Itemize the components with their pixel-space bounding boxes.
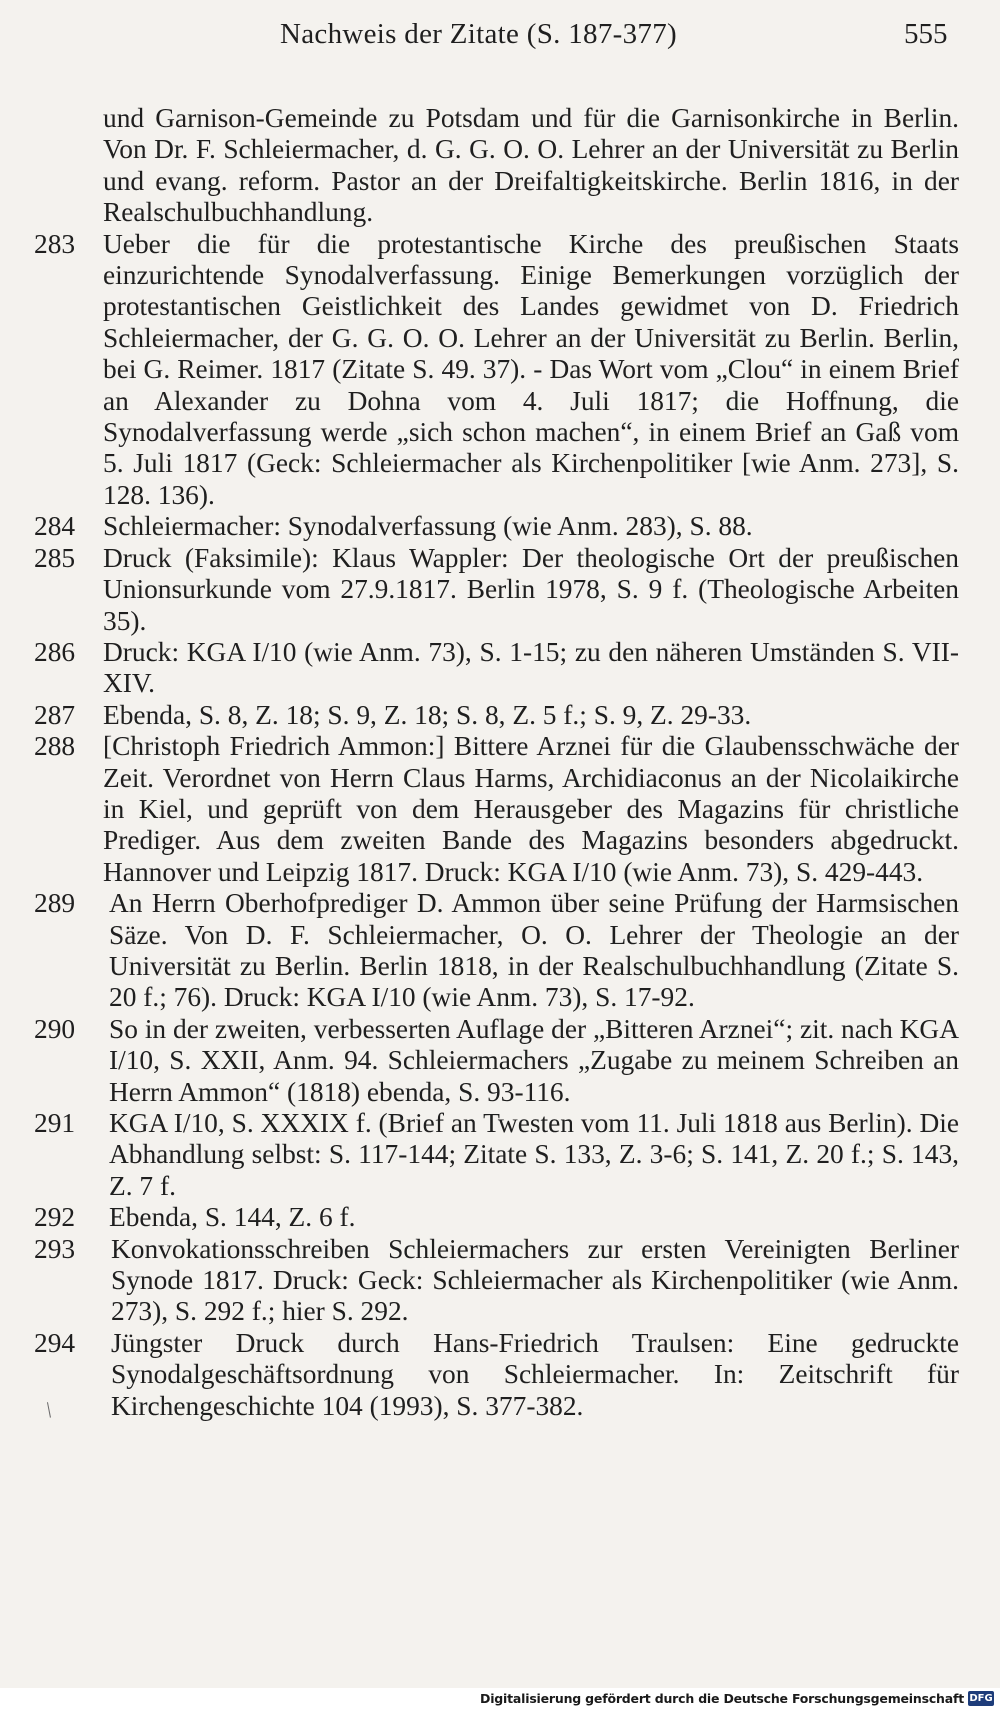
endnotes-list bbox=[34, 103, 959, 1422]
endnote-text: So in der zweiten, verbesserten Auflage der „Bitteren Arznei“; zit. nach KGA I/10, S. XXII, Anm. 94. Schleiermachers „Zugabe zu meinem Schreiben an Herrn Ammon“ (1818) ebenda, S. 93-116. bbox=[109, 1013, 959, 1107]
running-header bbox=[0, 14, 1000, 64]
endnote-284 bbox=[34, 511, 959, 542]
endnote-continuation bbox=[34, 103, 959, 229]
endnote-287 bbox=[34, 700, 959, 731]
running-title: Nachweis der Zitate (S. 187-377) bbox=[280, 18, 677, 50]
endnote-number: 292 bbox=[34, 1202, 76, 1233]
endnote-286 bbox=[34, 637, 959, 700]
endnote-289 bbox=[34, 888, 959, 1014]
endnote-text: Ebenda, S. 8, Z. 18; S. 9, Z. 18; S. 8, Z. 5 f.; S. 9, Z. 29-33. bbox=[103, 699, 752, 730]
endnote-text: Konvokationsschreiben Schleiermachers zur ersten Vereinigten Berliner Synode 1817. Druck: Geck: Schleiermacher als Kirchenpolitiker (wie Anm. 273), S. 292 f.; hier S. 292. bbox=[111, 1233, 959, 1327]
endnote-292 bbox=[34, 1202, 959, 1233]
endnote-text: Ebenda, S. 144, Z. 6 f. bbox=[109, 1202, 356, 1233]
endnote-text: KGA I/10, S. XXXIX f. (Brief an Twesten vom 11. Juli 1818 aus Berlin). Die Abhandlung selbst: S. 117-144; Zitate S. 133, Z. 3-6; S. 141, Z. 20 f.; S. 143, Z. 7 f. bbox=[109, 1108, 959, 1201]
endnote-288 bbox=[34, 731, 959, 888]
page-number: 555 bbox=[904, 18, 948, 50]
endnote-293 bbox=[34, 1234, 959, 1328]
stray-pencil-mark: / bbox=[39, 1397, 58, 1422]
endnote-number: 293 bbox=[34, 1233, 76, 1264]
endnote-text: Ueber die für die protestantische Kirche des preußischen Staats einzurichtende Synodalverfassung. Einige Bemerkungen vorzüglich der protestantischen Geistlichkeit des Landes gewidmet von D. Friedrich Schleiermacher, der G. G. O. O. Lehrer an der Universität zu Berlin. Berlin, bei G. Reimer. 1817 (Zitate S. 49. 37). - Das Wort vom „Clou“ in einem Brief an Alexander zu Dohna vom 4. Juli 1817; die Hoffnung, die Synodalverfassung werde „sich schon machen“, in einem Brief an Gaß vom 5. Juli 1817 (Geck: Schleiermacher als Kirchenpolitiker [wie Anm. 273], S. 128. 136). bbox=[103, 228, 959, 510]
dfg-logo-icon: DFG bbox=[969, 1693, 993, 1704]
endnote-290 bbox=[34, 1014, 959, 1108]
endnote-number: 294 bbox=[34, 1327, 76, 1358]
endnote-text: [Christoph Friedrich Ammon:] Bittere Arznei für die Glaubensschwäche der Zeit. Verordnet von Herrn Claus Harms, Archidiaconus an der Nicolaikirche in Kiel, und geprüft von dem Herausgeber des Magazins für christliche Prediger. Aus dem zweiten Bande des Magazins besonders abgedruckt. Hannover und Leipzig 1817. Druck: KGA I/10 (wie Anm. 73), S. 429-443. bbox=[103, 731, 959, 887]
endnote-text: und Garnison-Gemeinde zu Potsdam und für die Garnisonkirche in Berlin. Von Dr. F. Schleiermacher, d. G. G. O. O. Lehrer an der Universität zu Berlin und evang. reform. Pastor an der Dreifaltigkeitskirche. Berlin 1816, in der Realschulbuchhandlung. bbox=[103, 103, 959, 228]
endnote-number: 288 bbox=[34, 731, 76, 762]
endnote-text: Druck: KGA I/10 (wie Anm. 73), S. 1-15; zu den näheren Umständen S. VII-XIV. bbox=[103, 636, 959, 699]
endnote-291 bbox=[34, 1108, 959, 1202]
endnote-text: Jüngster Druck durch Hans-Friedrich Traulsen: Eine gedruckte Synodalgeschäftsordnung von Schleiermacher. In: Zeitschrift für Kirchengeschichte 104 (1993), S. 377-382. bbox=[111, 1327, 959, 1421]
funding-note: Digitalisierung gefördert durch die Deutsche Forschungsgemeinschaft bbox=[480, 1691, 964, 1706]
endnote-283 bbox=[34, 229, 959, 512]
endnote-number: 291 bbox=[34, 1108, 76, 1138]
endnote-number: 284 bbox=[34, 511, 76, 542]
endnote-number: 283 bbox=[34, 228, 76, 259]
digitization-footer bbox=[0, 1688, 1000, 1711]
endnote-285 bbox=[34, 543, 959, 637]
endnote-294 bbox=[34, 1328, 959, 1422]
endnote-text: An Herrn Oberhofprediger D. Ammon über seine Prüfung der Harmsischen Säze. Von D. F. Schleiermacher, O. O. Lehrer der Theologie an der Universität zu Berlin. Berlin 1818, in der Realschulbuchhandlung (Zitate S. 20 f.; 76). Druck: KGA I/10 (wie Anm. 73), S. 17-92. bbox=[109, 888, 959, 1013]
endnote-number: 290 bbox=[34, 1013, 76, 1044]
endnote-number: 287 bbox=[34, 699, 76, 730]
endnote-text: Druck (Faksimile): Klaus Wappler: Der theologische Ort der preußischen Unionsurkunde vom 27.9.1817. Berlin 1978, S. 9 f. (Theologische Arbeiten 35). bbox=[103, 542, 959, 636]
endnote-number: 286 bbox=[34, 636, 76, 667]
endnote-number: 289 bbox=[34, 888, 76, 919]
endnote-number: 285 bbox=[34, 542, 76, 573]
endnote-text: Schleiermacher: Synodalverfassung (wie Anm. 283), S. 88. bbox=[103, 511, 753, 542]
